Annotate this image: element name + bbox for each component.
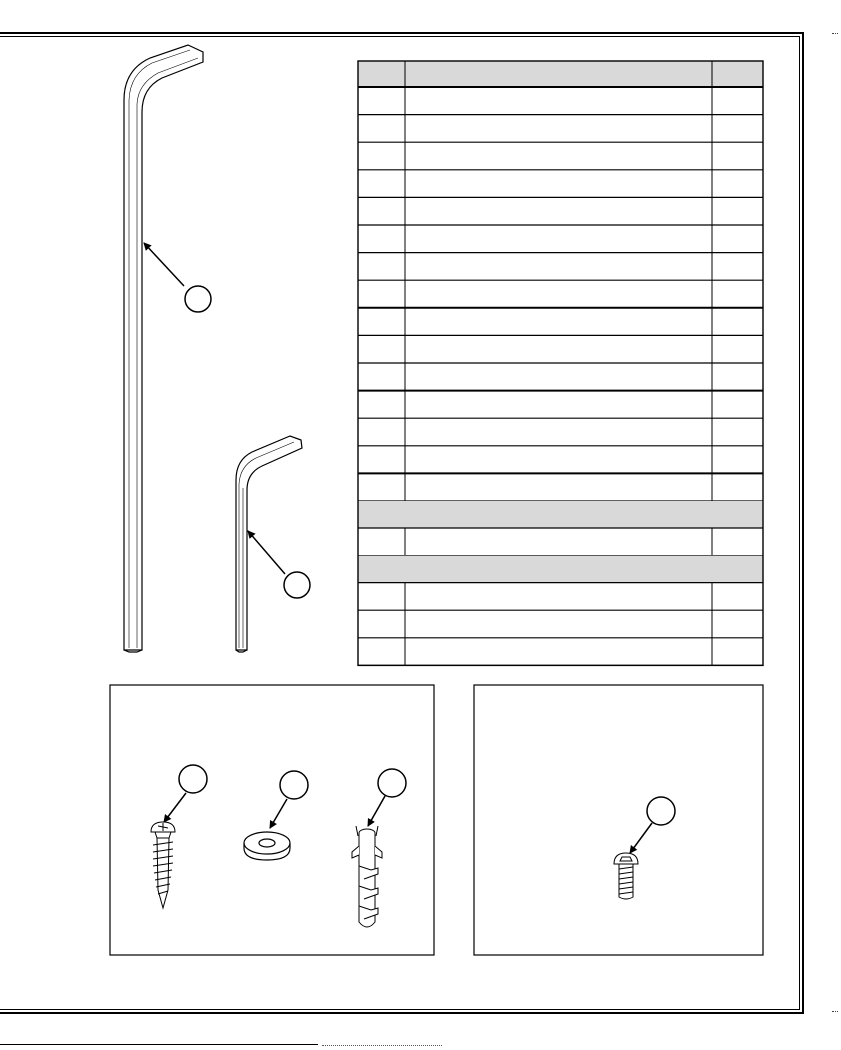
callout-wall-anchor: [378, 769, 406, 797]
hex-key-large-icon: [124, 45, 203, 652]
callout-leader-wall-anchor: [368, 796, 385, 826]
callout-leader-large-key: [144, 243, 184, 286]
machine-screw-icon: [614, 853, 638, 899]
hardware-box-right: [474, 685, 763, 955]
table-section-band: [358, 501, 763, 528]
callout-wood-screw: [179, 765, 207, 793]
callout-leader-washer: [270, 799, 287, 828]
callout-small-key: [284, 572, 310, 598]
wood-screw-icon: [151, 822, 175, 908]
hardware-box-left: [110, 685, 434, 955]
callout-leader-small-key: [248, 531, 285, 574]
washer-icon: [244, 832, 290, 860]
wall-anchor-icon: [352, 826, 382, 927]
hex-key-small-icon: [236, 436, 302, 652]
table-header: [358, 61, 763, 87]
parts-table: [358, 61, 763, 665]
callout-leader-wood-screw: [164, 793, 186, 822]
callout-washer: [280, 771, 308, 799]
callout-leader-machine-screw: [630, 823, 652, 853]
callout-machine-screw: [647, 797, 675, 825]
table-section-band: [358, 556, 763, 583]
callout-large-key: [185, 286, 211, 312]
